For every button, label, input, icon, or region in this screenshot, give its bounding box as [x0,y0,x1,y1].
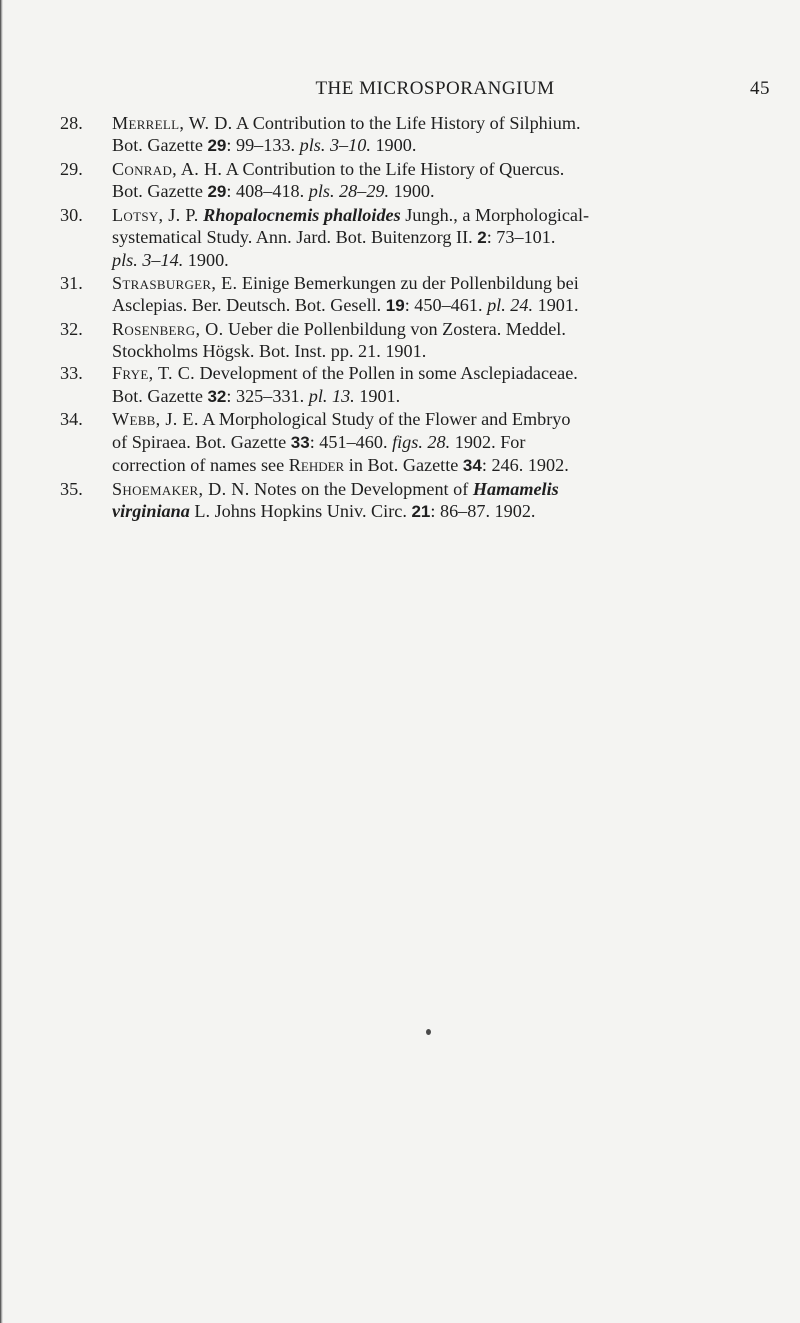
reference-text: Einige Bemerkungen zu der Pollenbildung bei [237,272,579,293]
reference-text: figs. 28. [392,431,451,452]
reference-number: 29. [60,158,83,179]
reference-text: A Contribution to the Life History of Quercus. [222,158,565,179]
reference-text: pls. 3–10. [299,135,371,156]
reference-text: 1901. [354,385,401,406]
reference-text: Jungh., a Morphological- [400,204,590,225]
reference-text: in Bot. Gazette [344,455,463,476]
reference-author: Frye, T. C. [112,363,195,384]
reference-text: 1900. [183,250,229,271]
reference-line [112,454,780,477]
reference-number: 35. [60,478,83,499]
reference-text: Bot. Gazette [112,135,208,156]
reference-text: : 325–331. [226,385,309,406]
reference-number: 33. [60,363,83,384]
volume-number: 32 [207,386,227,406]
reference-text: pl. 24. [487,295,534,316]
reference-text: : 408–418. [226,181,309,202]
reference-text: pl. 13. [308,385,355,406]
reference-entry [60,204,780,272]
reference-line [112,340,780,362]
reference-entry [60,408,780,477]
reference-text: virginiana [112,500,190,521]
reference-text: Ueber die Pollenbildung von Zostera. Meddel. [223,318,566,339]
reference-text: Rhopalocnemis phalloides [203,204,401,225]
page-binding-edge [0,0,3,1323]
volume-number: 29 [207,136,227,156]
volume-number: 2 [477,228,487,248]
page-number: 45 [750,78,770,99]
reference-list [60,112,780,523]
reference-text: Asclepias. Ber. Deutsch. Bot. Gesell. [112,295,386,316]
reference-author: Webb, J. E. [112,409,199,430]
reference-line [112,134,780,157]
volume-number: 33 [290,432,310,452]
reference-text: correction of names see [112,455,289,476]
reference-line [112,500,780,523]
reference-author: Rosenberg, O. [112,318,224,339]
reference-entry [60,272,780,318]
reference-text: 1900. [389,181,435,202]
reference-line [112,318,780,340]
print-speck [426,1029,431,1035]
reference-number: 32. [60,318,83,339]
reference-line [112,272,780,294]
volume-number: 29 [207,182,227,202]
reference-line [112,112,780,134]
reference-text: A Contribution to the Life History of Silphium. [232,113,581,133]
reference-line [112,204,780,226]
reference-text: : 86–87. 1902. [430,500,536,521]
reference-text: : 451–460. [309,431,393,452]
reference-text: Bot. Gazette [112,385,208,406]
reference-entry [60,478,780,524]
reference-text: Stockholms Högsk. Bot. Inst. pp. 21. 1901. [112,341,427,362]
reference-text: Development of the Pollen in some Asclepiadaceae. [195,363,578,384]
volume-number: 19 [385,296,405,316]
reference-text: : 450–461. [404,295,488,316]
reference-entry [60,318,780,363]
volume-number: 34 [462,456,482,476]
reference-author: Conrad, A. H. [112,158,223,179]
reference-text: Rehder [288,455,345,476]
reference-author: Strasburger, E. [112,272,238,293]
reference-text: L. Johns Hopkins Univ. Circ. [189,500,412,521]
reference-line [112,408,780,430]
reference-line [112,478,780,500]
reference-line [112,294,780,317]
reference-text: Hamamelis [472,478,559,499]
reference-author: Merrell, W. D. [112,113,233,133]
reference-text: A Morphological Study of the Flower and Embryo [198,409,571,430]
reference-text: of Spiraea. Bot. Gazette [112,431,291,452]
reference-text: : 99–133. [226,135,300,156]
reference-number: 30. [60,204,83,225]
reference-entry [60,112,780,158]
reference-line [112,180,780,203]
volume-number: 21 [411,501,431,521]
reference-line [112,362,780,384]
running-header [100,78,770,108]
reference-entry [60,158,780,204]
reference-text: 1901. [533,295,579,316]
reference-entry [60,362,780,408]
reference-number: 28. [60,113,83,133]
reference-text: Bot. Gazette [112,181,208,202]
reference-line [112,226,780,249]
reference-text: : 246. 1902. [481,455,569,476]
reference-text: Notes on the Development of [249,478,473,499]
reference-text: pls. 28–29. [308,181,390,202]
reference-number: 34. [60,409,83,430]
reference-text: systematical Study. Ann. Jard. Bot. Buitenzorg II. [112,227,478,248]
running-title: THE MICROSPORANGIUM [315,78,555,99]
reference-author: Lotsy, J. P. [112,204,199,225]
reference-text: : 73–101. [486,227,556,248]
reference-text: 1902. For [450,431,526,452]
reference-line [112,158,780,180]
reference-line [112,385,780,408]
reference-text: pls. 3–14. [112,250,184,271]
reference-number: 31. [60,272,83,293]
reference-line [112,431,780,454]
reference-text: 1900. [370,135,417,156]
reference-author: Shoemaker, D. N. [112,478,250,499]
reference-line [112,249,780,271]
